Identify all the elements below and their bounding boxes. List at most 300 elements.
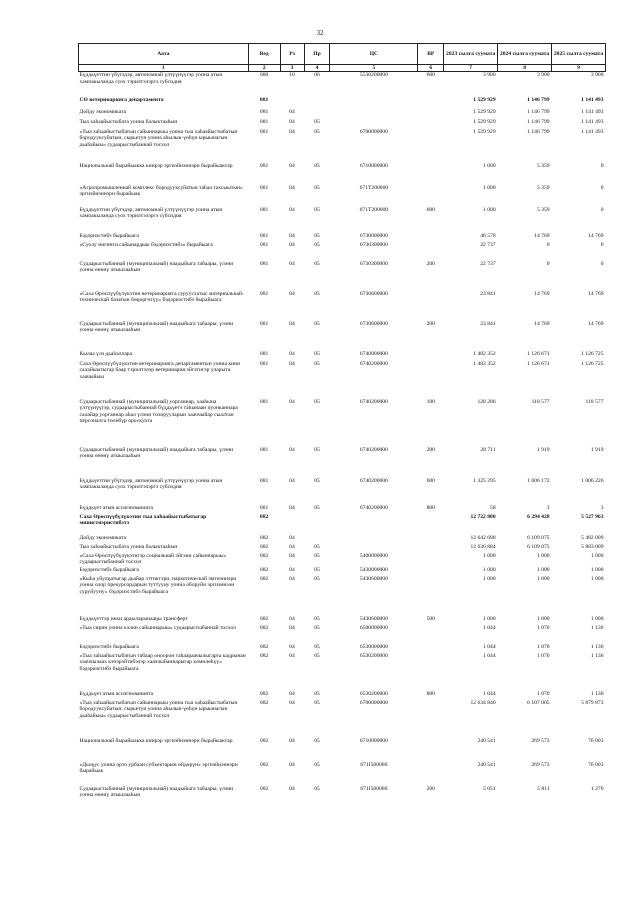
cell-y2023: 128 286	[477, 398, 496, 405]
cell-rz: 04	[289, 350, 295, 357]
cell-y2023: 1 529 929	[473, 118, 496, 125]
cell-y2025: 1 136	[590, 624, 604, 631]
cell-y2025: 118 577	[585, 398, 604, 405]
cell-name: Судаарыстыбаннай (муниципальнай) наадыйыга табаары, үлэни уонна өнөнү атыылааһын	[79, 785, 234, 799]
cell-rz: 04	[289, 206, 295, 213]
cell-ved: 082	[259, 690, 269, 697]
cell-rz: 04	[289, 241, 295, 248]
cell-cs	[330, 544, 418, 553]
cell-ved: 081	[259, 290, 269, 297]
cell-ved: 080	[259, 72, 269, 79]
page-number: 32	[316, 29, 324, 37]
cell-cs: 5400000000	[359, 552, 388, 559]
cell-name: Судаарыстыбаннай (муниципальнай) наадыйыга табаары, үлэни уонна өнөнү атыылааһын	[79, 320, 234, 334]
cell-ved: 081	[259, 108, 269, 115]
table-row	[79, 361, 606, 399]
cell-name: «Тыа сирин уонна кэлин сайыннарыы» судаарыстыбаннай тосхол	[79, 624, 236, 631]
cell-pr: 05	[314, 477, 320, 484]
cell-vr	[418, 361, 444, 399]
cell-pr: 05	[314, 184, 320, 191]
cell-y2023: 28 711	[480, 446, 496, 453]
cell-vr: 200	[426, 320, 435, 327]
cell-y2024: 1 146 799	[527, 108, 550, 115]
cell-vr: 100	[426, 398, 435, 405]
cell-y2024: 5 359	[536, 162, 550, 169]
cell-name: Саха Өрөспүүбүлүкэтин тыа хаһаайыстыбатыгар министиэристибэтэ	[79, 513, 207, 527]
cell-y2025: 1 141 493	[581, 108, 604, 115]
cell-cs: 6700000000	[359, 699, 388, 706]
cell-y2023: 1 529 929	[473, 96, 496, 103]
cell-rz: 04	[289, 552, 295, 559]
table-row	[79, 786, 606, 808]
cell-name: «Дьоҕус уонна орто урбаан субъектарын өйдөрүн» эргиэйиэннэри бырайыак	[79, 761, 238, 775]
cell-cs: 6730600000	[359, 290, 388, 297]
table-row	[79, 535, 606, 544]
cell-y2023: 1 000	[483, 552, 496, 559]
cell-name: Бүддьүет атын ассигнованията	[79, 690, 153, 697]
cell-pr: 05	[314, 652, 320, 659]
cell-name: Бүддьүеттин үбүгэдэр, автономнай үлтүүнүүгэр уонна атын хампакыланда суох тэрилтэлэргэ субсидия	[79, 477, 223, 491]
cell-y2023: 1 325 295	[473, 477, 496, 484]
cell-pr: 05	[314, 398, 320, 405]
cell-cs: 6710000000	[359, 162, 388, 169]
cell-rz: 04	[289, 118, 295, 125]
table-row	[79, 653, 606, 691]
cell-cs: 6730300000	[359, 241, 388, 248]
cell-rz: 04	[289, 575, 295, 582]
cell-y2025: 5 482 009	[581, 534, 604, 541]
table-row	[79, 616, 606, 625]
cell-name: «Кыһа уйулҕатыгар дьайар эттиктэри, наркотическай эмтиэннэри уонна олор прекурсордарын туттууну уонна оборуйн эргиэннээн суруйууну» бэдэриэстибэ бырайыага	[79, 575, 237, 595]
cell-rz: 04	[289, 566, 295, 573]
header-vr: ВР	[418, 44, 444, 65]
cell-rz: 04	[289, 534, 295, 541]
cell-y2023: 5 051	[483, 785, 496, 792]
cell-vr	[418, 644, 444, 653]
cell-y2024: 6 109 075	[527, 534, 550, 541]
header-2023: 2023 сылга суумата	[444, 44, 498, 65]
cell-cs: 6740200000	[359, 360, 388, 367]
cell-rz: 10	[289, 72, 295, 79]
cell-y2025: 1 126 725	[581, 360, 604, 367]
table-row	[79, 242, 606, 261]
cell-y2023: 240 541	[477, 737, 496, 744]
cell-rz: 04	[289, 260, 295, 267]
cell-y2025: 1 141 493	[581, 128, 604, 135]
cell-name: Дойду экономиката	[79, 534, 126, 541]
cell-vr	[418, 242, 444, 261]
cell-name: «Суолу ингинги сайынардыы бэдэриэстибэ» бырайыага	[79, 241, 213, 248]
cell-y2025: 0	[600, 184, 604, 191]
cell-rz: 04	[289, 761, 295, 768]
cell-y2023: 1 529 929	[473, 108, 496, 115]
cell-y2023: 1 000	[483, 162, 496, 169]
cell-cs: 6740200000	[359, 446, 388, 453]
column-number: 9	[552, 65, 606, 72]
cell-vr: 500	[426, 615, 435, 622]
cell-ved: 081	[259, 477, 269, 484]
cell-cs: 6530200000	[359, 690, 388, 697]
cell-cs: 6730600000	[359, 320, 388, 327]
table-row	[79, 625, 606, 644]
cell-y2023: 1 529 929	[473, 128, 496, 135]
column-number: 1	[79, 65, 249, 72]
cell-y2025: 1 126 725	[581, 350, 604, 357]
cell-vr	[418, 553, 444, 567]
cell-ved: 082	[259, 785, 269, 792]
cell-vr: 600	[426, 477, 435, 484]
cell-vr	[418, 351, 444, 361]
cell-vr	[418, 97, 444, 109]
cell-pr	[304, 97, 330, 109]
table-row	[79, 351, 606, 361]
cell-y2024: 14 769	[534, 320, 550, 327]
cell-y2025: 1 136	[590, 643, 604, 650]
cell-y2023: 12 722 880	[470, 513, 496, 520]
cell-vr	[418, 109, 444, 119]
table-row	[79, 762, 606, 786]
header-pr: Пр	[304, 44, 330, 65]
table-row	[79, 261, 606, 291]
cell-vr: 600	[426, 72, 435, 79]
cell-pr: 05	[314, 761, 320, 768]
cell-ved: 081	[259, 96, 269, 103]
budget-table	[78, 43, 606, 808]
cell-ved: 082	[259, 737, 269, 744]
cell-rz: 04	[289, 477, 295, 484]
cell-y2024: 1 146 799	[527, 96, 550, 103]
cell-name: Бүддьүеттэр икки ардыларынааҕы трансферт	[79, 615, 188, 622]
header-2024: 2024 сылга суумата	[498, 44, 552, 65]
cell-ved: 082	[259, 699, 269, 706]
table-row	[79, 163, 606, 185]
cell-cs	[330, 535, 418, 544]
cell-pr: 05	[314, 162, 320, 169]
cell-y2024: 14 769	[534, 290, 550, 297]
cell-y2025: 1 000	[590, 615, 604, 622]
table-row	[79, 478, 606, 505]
cell-y2023: 12 636 884	[470, 543, 496, 550]
cell-rz: 04	[289, 652, 295, 659]
cell-vr	[418, 700, 444, 738]
cell-cs: 6740200000	[359, 477, 388, 484]
cell-y2024: 5 359	[536, 184, 550, 191]
cell-name: СӨ ветеринарияга департамента	[79, 96, 164, 103]
cell-ved: 081	[259, 504, 269, 511]
cell-vr	[418, 762, 444, 786]
cell-y2025: 1 141 493	[581, 96, 604, 103]
cell-rz: 04	[289, 624, 295, 631]
column-number: 5	[330, 65, 418, 72]
cell-name: «Саха Өрөспүүбүлүкэтин ветеринарията суруусхатыс материальнай-техническай базатын бөҕөргөтүү» бэдэриэстибэ бырайыага	[79, 290, 244, 304]
table-row	[79, 291, 606, 321]
cell-cs: 6700000000	[359, 128, 388, 135]
cell-y2025: 1 136	[590, 690, 604, 697]
cell-y2024: 5 359	[536, 206, 550, 213]
cell-cs	[330, 109, 418, 119]
cell-y2025: 1 919	[590, 446, 604, 453]
cell-y2025: 14 769	[588, 320, 604, 327]
cell-y2023: 3 900	[483, 72, 496, 79]
cell-name: «Саха Өрөспүүбүлүкэтигэр социальнай эйгэни сайыннарыы» судаарыстыбаннай тосхол	[79, 552, 227, 566]
cell-ved: 082	[259, 552, 269, 559]
cell-pr: 05	[314, 575, 320, 582]
cell-ved: 082	[259, 624, 269, 631]
cell-vr	[418, 291, 444, 321]
cell-y2023: 23 841	[480, 290, 496, 297]
cell-rz	[280, 514, 304, 535]
cell-y2025: 76 003	[588, 737, 604, 744]
cell-rz: 04	[289, 184, 295, 191]
cell-y2025: 1 000	[590, 566, 604, 573]
cell-ved: 081	[259, 184, 269, 191]
cell-ved: 081	[259, 128, 269, 135]
cell-y2024: 1 919	[536, 446, 550, 453]
cell-cs: 6530000000	[359, 643, 388, 650]
cell-ved: 082	[259, 566, 269, 573]
cell-vr	[418, 567, 444, 576]
cell-rz: 04	[289, 398, 295, 405]
cell-y2025: 14 769	[588, 290, 604, 297]
cell-ved: 081	[259, 241, 269, 248]
cell-ved: 082	[259, 534, 269, 541]
cell-pr: 05	[314, 206, 320, 213]
cell-vr	[418, 185, 444, 207]
cell-y2024: 118 577	[531, 398, 550, 405]
cell-cs	[330, 119, 418, 129]
cell-name: Дойду экономиката	[79, 108, 126, 115]
cell-cs: 6710000000	[359, 737, 388, 744]
cell-cs: 671T200000	[359, 184, 389, 191]
cell-name: Бүддьүет атын ассигнованията	[79, 504, 153, 511]
cell-name: Судаарыстыбаннай (муниципальнай) уорганнар, хааһына үлтүүнүүгэр, судаарыстыбаннай бүддьүетэ таһынаан пуонканнара салайар уорганнар аһал үлэни толорууларын хааччыйар сыалтан персоналга төлөбүр ороскуота	[79, 398, 238, 425]
cell-pr: 05	[314, 290, 320, 297]
cell-y2023: 12 634 840	[470, 699, 496, 706]
table-row	[79, 505, 606, 514]
cell-vr	[418, 129, 444, 163]
cell-vr	[418, 653, 444, 691]
cell-y2023: 1 482 352	[473, 350, 496, 357]
cell-cs: 6740000000	[359, 350, 388, 357]
cell-y2024: 1 126 671	[527, 360, 550, 367]
column-number: 2	[248, 65, 280, 72]
table-row	[79, 233, 606, 242]
cell-name: Бүддьүеттин үбүгэдэр, автономнай үлтүүнүүгэр уонна атын хампакыланда суох тэрилтэлэргэ субсидия	[79, 206, 223, 220]
cell-name: Судаарыстыбаннай (муниципальнай) наадыйыга табаары, үлэни уонна өнөнү атыылааһын	[79, 260, 234, 274]
cell-rz: 04	[289, 643, 295, 650]
header-name: Аата	[79, 44, 249, 65]
cell-ved: 081	[259, 260, 269, 267]
cell-cs: 6530200000	[359, 652, 388, 659]
cell-ved: 081	[259, 446, 269, 453]
cell-cs: 6730300000	[359, 260, 388, 267]
cell-y2025: 0	[600, 206, 604, 213]
cell-vr: 200	[426, 260, 435, 267]
cell-rz: 04	[289, 785, 295, 792]
cell-y2023: 1 000	[483, 615, 496, 622]
cell-pr: 05	[314, 552, 320, 559]
cell-vr: 200	[426, 446, 435, 453]
cell-y2024: 6 109 075	[527, 543, 550, 550]
cell-pr: 05	[314, 118, 320, 125]
table-row	[79, 447, 606, 478]
cell-y2024: 269 573	[531, 737, 550, 744]
cell-ved: 082	[259, 643, 269, 650]
cell-name: Бэдэриэстибэ бырайыага	[79, 643, 139, 650]
cell-y2025: 0	[600, 162, 604, 169]
cell-pr	[304, 109, 330, 119]
cell-ved: 082	[259, 761, 269, 768]
cell-y2024: 3	[546, 504, 550, 511]
cell-ved: 082	[259, 615, 269, 622]
cell-name: Национальнай бырайыакка киирэр эргиэйиэннэри бырайыактар	[79, 162, 233, 169]
cell-name: Тыа хаһаайыстыбата уонна балыктааһын	[79, 118, 178, 125]
cell-y2024: 0	[546, 260, 550, 267]
cell-y2023: 1 000	[483, 184, 496, 191]
cell-y2023: 240 541	[477, 761, 496, 768]
cell-rz: 04	[289, 360, 295, 367]
cell-rz: 04	[289, 615, 295, 622]
cell-pr: 05	[314, 360, 320, 367]
cell-y2024: 1 070	[536, 690, 550, 697]
table-row	[79, 567, 606, 576]
cell-vr: 200	[426, 785, 435, 792]
cell-pr: 05	[314, 624, 320, 631]
cell-rz: 04	[289, 320, 295, 327]
cell-pr: 05	[314, 232, 320, 239]
cell-y2024: 1 146 799	[527, 128, 550, 135]
cell-name: Бэдэриэстибэ бырайыага	[79, 232, 139, 239]
table-header-row	[79, 44, 606, 65]
cell-y2024: 0	[546, 241, 550, 248]
cell-cs: 5430000000	[359, 566, 388, 573]
cell-y2024: 6 107 005	[527, 699, 550, 706]
cell-vr	[418, 233, 444, 242]
cell-pr: 05	[314, 504, 320, 511]
table-row	[79, 321, 606, 351]
cell-cs: 6740200000	[359, 398, 388, 405]
cell-rz: 04	[289, 162, 295, 169]
cell-y2023: 1 044	[483, 690, 496, 697]
cell-vr	[418, 119, 444, 129]
cell-name: Саха Өрөспүүбүлүкэтин ветеринарияга департаментын уонна кини салайыытыгар баар тэрилтэлэр ветеринария эйгэтигэр уларыта хаачыйыы	[79, 360, 241, 380]
cell-y2024: 1 146 799	[527, 118, 550, 125]
cell-name: Судаарыстыбаннай (муниципальнай) наадыйыга табаары, үлэни уонна өнөнү атыылааһын	[79, 446, 234, 460]
cell-vr: 800	[426, 690, 435, 697]
cell-pr: 05	[314, 446, 320, 453]
cell-y2023: 1 000	[483, 206, 496, 213]
cell-cs: 671I500000	[360, 785, 388, 792]
cell-rz: 04	[289, 446, 295, 453]
cell-y2023: 58	[490, 504, 496, 511]
cell-pr: 05	[314, 543, 320, 550]
cell-y2023: 1 000	[483, 566, 496, 573]
cell-cs: 671T200000	[359, 206, 389, 213]
table-row	[79, 72, 606, 97]
cell-y2024: 5 811	[537, 785, 550, 792]
cell-name: Тыа хаһаайыстыбата уонна балыктааһын	[79, 543, 178, 550]
table-row	[79, 514, 606, 535]
cell-vr	[418, 544, 444, 553]
cell-y2023: 46 578	[480, 232, 496, 239]
header-2025: 2025 сылга суумата	[552, 44, 606, 65]
cell-y2025: 1 136	[590, 652, 604, 659]
cell-vr	[418, 625, 444, 644]
cell-y2025: 5 527 963	[581, 513, 604, 520]
cell-vr	[418, 535, 444, 544]
cell-pr: 05	[314, 128, 320, 135]
cell-vr	[418, 738, 444, 762]
cell-ved: 082	[259, 652, 269, 659]
table-row	[79, 691, 606, 700]
cell-name: «Тыа хаһаайыстыбатын табаар оноорон таһаараачылыгарга кадрынан хааччылаах кэпэрэйтибэлэр хааччыйаннарыгар көмөлөһүү» бэдэриэстибэ бырайыага	[79, 652, 246, 672]
cell-name: Бэдэриэстибэ бырайыага	[79, 566, 139, 573]
cell-name: Национальнай бырайыакка киирэр эргиэйиэннэри бырайыактар	[79, 737, 233, 744]
cell-y2023: 1 000	[483, 575, 496, 582]
table-row	[79, 129, 606, 163]
cell-y2024: 1 070	[536, 624, 550, 631]
table-row	[79, 644, 606, 653]
table-row	[79, 553, 606, 567]
cell-cs: 6740200000	[359, 504, 388, 511]
cell-y2025: 1 000	[590, 552, 604, 559]
cell-y2024: 1 000	[536, 552, 550, 559]
cell-cs: 5530200000	[359, 72, 388, 79]
cell-y2023: 1 044	[483, 652, 496, 659]
cell-y2025: 0	[600, 260, 604, 267]
table-row	[79, 576, 606, 616]
table-row	[79, 738, 606, 762]
cell-cs: 6500000000	[359, 624, 388, 631]
cell-y2024: 6 294 428	[527, 513, 550, 520]
cell-rz: 04	[289, 290, 295, 297]
cell-rz: 04	[289, 737, 295, 744]
cell-y2023: 23 841	[480, 320, 496, 327]
cell-name: «Агропромышленнай комплекс бородууксуйатын таһаа тахсыытын» эргиэйиэннэри бырайыак	[79, 184, 243, 198]
cell-pr: 05	[314, 566, 320, 573]
cell-rz: 04	[289, 504, 295, 511]
cell-y2025: 1 006 226	[581, 477, 604, 484]
cell-y2025: 0	[600, 241, 604, 248]
cell-y2024: 1 070	[536, 643, 550, 650]
cell-y2025: 5 883 009	[581, 543, 604, 550]
cell-cs	[330, 514, 418, 535]
cell-y2025: 1 270	[590, 785, 604, 792]
cell-pr: 05	[314, 737, 320, 744]
table-row	[79, 119, 606, 129]
cell-y2025: 1 000	[590, 575, 604, 582]
cell-y2024: 1 070	[536, 652, 550, 659]
cell-pr: 05	[314, 320, 320, 327]
cell-y2024: 1 000	[536, 575, 550, 582]
column-number: 3	[280, 65, 304, 72]
cell-cs: 6730000000	[359, 232, 388, 239]
cell-rz: 04	[289, 108, 295, 115]
cell-ved: 081	[259, 118, 269, 125]
cell-y2023: 22 737	[480, 241, 496, 248]
cell-pr: 05	[314, 785, 320, 792]
cell-ved: 081	[259, 350, 269, 357]
cell-y2025: 3 900	[590, 72, 604, 79]
cell-name: «Тыа хаһаайыстыбатын сайыннарыы уонна тыа хаһаайыстыбатын бородууксуйатын, сырьетун уонна аһылык-үөһүн ырыынагын дьаһайыы» судаарыстыбаннай тосхол	[79, 128, 238, 148]
cell-vr: 800	[426, 504, 435, 511]
cell-vr	[418, 576, 444, 616]
cell-ved: 081	[259, 398, 269, 405]
cell-y2023: 1 044	[483, 624, 496, 631]
cell-vr: 600	[426, 206, 435, 213]
header-ved: Вед	[248, 44, 280, 65]
cell-pr: 06	[314, 72, 320, 79]
